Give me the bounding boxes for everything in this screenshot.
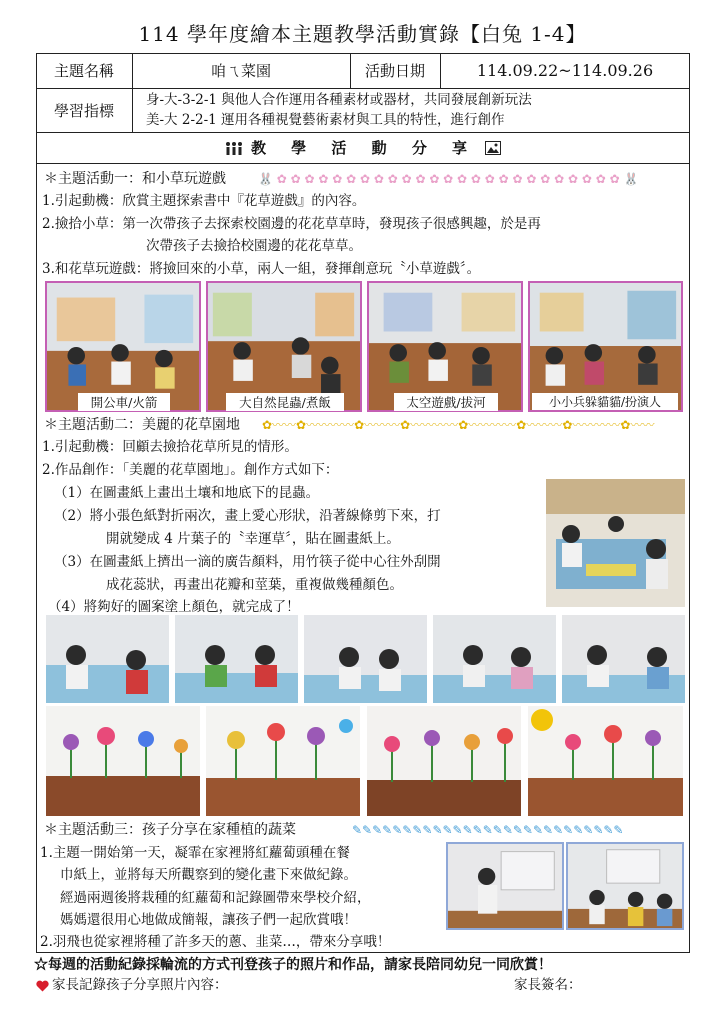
parent-sign-label: 家長簽名： [514, 977, 582, 993]
activity3-title: ＊主題活動三：孩子分享在家種植的蔬菜 [44, 822, 296, 838]
activity3-line-4: 媽媽還很用心地做成簡報，讓孩子們一起欣賞哦！ [60, 912, 357, 928]
theme-value: 咱ㄟ菜園 [210, 62, 271, 80]
activity3-line-5: 2.羽飛也從家裡將種了許多天的蔥、韭菜…，帶來分享哦！ [40, 934, 391, 950]
activity2-line-7: 成花蕊狀，再畫出花瓣和莖葉，重複做幾種顏色。 [106, 577, 403, 593]
activity1-line-4: 3.和花草玩遊戲：將撿回來的小草，兩人一組，發揮創意玩〝小草遊戲〞。 [42, 261, 481, 277]
flower-border-decoration: ✿〰〰✿〰〰〰〰✿〰〰〰✿〰〰〰〰✿〰〰〰〰✿〰〰〰✿〰〰〰〰✿〰〰 [262, 418, 655, 432]
activity3-line-2: 巾紙上，並將每天所觀察到的變化畫下來做紀錄。 [60, 867, 357, 883]
activity2-line-3: （1）在圖畫紙上畫出土壤和地底下的昆蟲。 [54, 485, 320, 501]
goal-line-1: 身-大-3-2-1 與他人合作運用各種素材或器材，共同發展創新玩法 [146, 92, 532, 108]
goal-label: 學習指標 [53, 101, 114, 120]
activity2-line-1: 1.引起動機：回顧去撿拾花草所見的情形。 [42, 439, 298, 455]
activity1-caption-2: 大自然昆蟲/煮飯 [226, 393, 344, 411]
activity2-process-photo-2 [175, 615, 298, 703]
activity1-line-1: 1.引起動機：欣賞主題探索書中『花草遊戲』的內容。 [42, 193, 366, 209]
activity1-line-3: 次帶孩子去撿拾校園邊的花花草草。 [146, 238, 362, 254]
activity2-line-6: （3）在圖畫紙上擠出一滴的廣告顏料，用竹筷子從中心往外刮開 [54, 554, 441, 570]
date-label: 活動日期 [364, 62, 425, 80]
people-icon [225, 141, 243, 155]
activity1-line-2: 2.撿拾小草：第一次帶孩子去探索校園邊的花花草草時，發現孩子很感興趣，於是再 [42, 216, 541, 232]
activity2-process-photo-1 [46, 615, 169, 703]
share-heading [36, 132, 690, 163]
theme-label: 主題名稱 [53, 62, 114, 80]
date-value: 114.09.22~114.09.26 [476, 61, 654, 80]
share-heading-text: 教 學 活 動 分 享 [250, 139, 478, 157]
bunny-border-decoration: 🐰 ✿ ✿ ✿ ✿ ✿ ✿ ✿ ✿ ✿ ✿ ✿ ✿ ✿ ✿ ✿ ✿ ✿ ✿ ✿ ✿ ✿ ✿ ✿ ✿ ✿ 🐰 [258, 172, 639, 186]
footer-notice: ☆每週的活動紀錄採輪流的方式刊登孩子的照片和作品，請家長陪同幼兒一同欣賞！ [34, 957, 552, 973]
activity3-photo-2 [566, 842, 684, 930]
activity3-line-1: 1.主題一開始第一天，凝霏在家裡將紅蘿蔔頭種在餐 [40, 845, 350, 861]
picture-icon [485, 141, 501, 155]
activity2-process-photo-4 [433, 615, 556, 703]
activity2-line-8: （4）將夠好的圖案塗上顏色，就完成了！ [48, 599, 300, 615]
activity2-process-photo-5 [562, 615, 685, 703]
activity2-title: ＊主題活動二：美麗的花草園地 [44, 417, 240, 433]
crayon-border-decoration: ✎✎✎✎✎✎✎✎✎✎✎✎✎✎✎✎✎✎✎✎✎✎✎✎✎✎✎ [352, 823, 624, 837]
activity2-line-5: 開就變成 4 片葉子的〝幸運草〞，貼在圖畫紙上。 [106, 531, 400, 547]
activity3-line-3: 經過兩週後將栽種的紅蘿蔔和記錄圖帶來學校介紹， [60, 890, 371, 906]
activity2-artwork-3 [367, 706, 521, 816]
activity1-title: ＊主題活動一：和小草玩遊戲 [44, 171, 226, 187]
activity2-artwork-1 [46, 706, 200, 816]
activity2-process-photo-3 [304, 615, 427, 703]
heart-icon [36, 980, 49, 992]
parent-record-label: 家長記錄孩子分享照片內容： [52, 977, 228, 993]
activity1-caption-3: 太空遊戲/拔河 [394, 393, 498, 411]
activity1-caption-1: 開公車/火箭 [78, 393, 170, 411]
goal-line-2: 美-大 2-2-1 運用各種視覺藝術素材與工具的特性，進行創作 [146, 112, 505, 128]
activity3-photo-1 [446, 842, 564, 930]
activity1-caption-4: 小小兵躲貓貓/扮演人 [532, 393, 678, 410]
activity2-line-2: 2.作品創作：「美麗的花草園地」。創作方式如下： [42, 462, 339, 478]
activity2-artwork-2 [206, 706, 360, 816]
activity2-side-photo [546, 479, 685, 607]
activity2-line-4: （2）將小張色紙對折兩次，畫上愛心形狀，沿著線條剪下來，打 [54, 508, 441, 524]
page-title: 114 學年度繪本主題教學活動實錄【白兔 1-4】 [138, 22, 587, 46]
activity2-artwork-4 [528, 706, 683, 816]
